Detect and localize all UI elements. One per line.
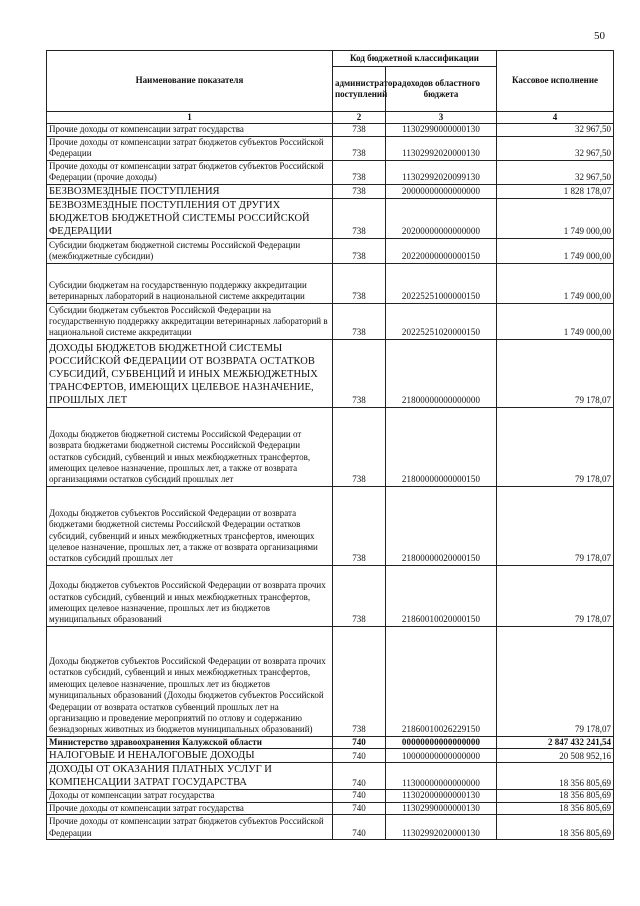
row-name: НАЛОГОВЫЕ И НЕНАЛОГОВЫЕ ДОХОДЫ xyxy=(47,749,333,763)
header-number-2: 2 xyxy=(333,112,386,124)
row-income-code: 21860010026229150 xyxy=(386,626,497,736)
row-name: Субсидии бюджетам на государственную поддержку аккредитации ветеринарных лабораторий в национальной системе аккредитации xyxy=(47,263,333,303)
row-admin-code: 738 xyxy=(333,263,386,303)
row-income-code: 11302000000000130 xyxy=(386,790,497,802)
row-name: Прочие доходы от компенсации затрат бюджетов субъектов Российской Федерации (прочие доходы) xyxy=(47,160,333,184)
row-income-code: 11302992020000130 xyxy=(386,815,497,840)
page-number: 50 xyxy=(594,30,605,42)
table-row xyxy=(47,790,614,802)
row-admin-code: 738 xyxy=(333,160,386,184)
table-row xyxy=(47,565,614,626)
table-row xyxy=(47,626,614,736)
revenue-table xyxy=(46,50,614,840)
row-amount: 32 967,50 xyxy=(497,160,614,184)
row-name: ДОХОДЫ БЮДЖЕТОВ БЮДЖЕТНОЙ СИСТЕМЫ РОССИЙСКОЙ ФЕДЕРАЦИИ ОТ ВОЗВРАТА ОСТАТКОВ СУБСИДИЙ, СУБВЕНЦИЙ И ИНЫХ МЕЖБЮДЖЕТНЫХ ТРАНСФЕРТОВ, ИМЕЮЩИХ ЦЕЛЕВОЕ НАЗНАЧЕНИЕ, ПРОШЛЫХ ЛЕТ xyxy=(47,339,333,407)
row-income-code: 11302992020099130 xyxy=(386,160,497,184)
row-admin-code: 738 xyxy=(333,565,386,626)
row-admin-code: 738 xyxy=(333,486,386,565)
row-name: ДОХОДЫ ОТ ОКАЗАНИЯ ПЛАТНЫХ УСЛУГ И КОМПЕНСАЦИИ ЗАТРАТ ГОСУДАРСТВА xyxy=(47,763,333,790)
row-income-code: 20225251020000150 xyxy=(386,303,497,339)
row-name: Доходы бюджетов субъектов Российской Федерации от возврата бюджетами бюджетной системы Российской Федерации остатков субсидий, субвенций и иных межбюджетных трансфертов, имеющих целевое назначение, прошлых лет, а также от возврата организациями остатков субсидий прошлых лет xyxy=(47,486,333,565)
row-name: Прочие доходы от компенсации затрат государства xyxy=(47,802,333,814)
row-name: Доходы бюджетов субъектов Российской Федерации от возврата прочих остатков субсидий, субвенций и иных межбюджетных трансфертов, имеющих целевое назначение, прошлых лет из бюджетов муниципальных образований xyxy=(47,565,333,626)
row-admin-code: 738 xyxy=(333,124,386,136)
row-name: Доходы бюджетов субъектов Российской Федерации от возврата прочих остатков субсидий, субвенций и иных межбюджетных трансфертов, имеющих целевое назначение, прошлых лет из бюджетов муниципальных образований (Доходы бюджетов субъектов Российской Федерации от возврата остатков субвенций прошлых лет на организацию и проведение мероприятий по отлову и содержанию безнадзорных животных из бюджетов муниципальных образований) xyxy=(47,626,333,736)
row-admin-code: 738 xyxy=(333,303,386,339)
row-amount: 1 749 000,00 xyxy=(497,263,614,303)
header-classification-group: Код бюджетной классификации xyxy=(333,51,497,67)
row-amount: 1 749 000,00 xyxy=(497,198,614,238)
row-name: Прочие доходы от компенсации затрат бюджетов субъектов Российской Федерации xyxy=(47,815,333,840)
row-income-code: 11302990000000130 xyxy=(386,124,497,136)
row-name: БЕЗВОЗМЕЗДНЫЕ ПОСТУПЛЕНИЯ xyxy=(47,184,333,198)
row-admin-code: 740 xyxy=(333,763,386,790)
table-row xyxy=(47,238,614,263)
row-admin-code: 738 xyxy=(333,184,386,198)
row-amount: 18 356 805,69 xyxy=(497,790,614,802)
header-number-4: 4 xyxy=(497,112,614,124)
row-name: Прочие доходы от компенсации затрат бюджетов субъектов Российской Федерации xyxy=(47,136,333,160)
table-row xyxy=(47,763,614,790)
header-name: Наименование показателя xyxy=(47,51,333,112)
table-row xyxy=(47,486,614,565)
row-amount: 32 967,50 xyxy=(497,136,614,160)
row-income-code: 20220000000000150 xyxy=(386,238,497,263)
row-income-code: 21800000020000150 xyxy=(386,486,497,565)
row-admin-code: 738 xyxy=(333,407,386,486)
row-admin-code: 738 xyxy=(333,626,386,736)
row-admin-code: 738 xyxy=(333,238,386,263)
row-admin-code: 738 xyxy=(333,339,386,407)
table-row xyxy=(47,339,614,407)
header-code: доходов областного бюджета xyxy=(386,67,497,112)
row-income-code: 00000000000000000 xyxy=(386,736,497,748)
table-row xyxy=(47,136,614,160)
row-amount: 18 356 805,69 xyxy=(497,815,614,840)
row-income-code: 10000000000000000 xyxy=(386,749,497,763)
row-amount: 1 828 178,07 xyxy=(497,184,614,198)
row-income-code: 20225251000000150 xyxy=(386,263,497,303)
row-name: Доходы бюджетов бюджетной системы Российской Федерации от возврата бюджетами бюджетной системы Российской Федерации остатков субсидий, субвенций и иных межбюджетных трансфертов, имеющих целевое назначение, прошлых лет, а также от возврата организациями остатков субсидий прошлых лет xyxy=(47,407,333,486)
table-row xyxy=(47,184,614,198)
row-admin-code: 738 xyxy=(333,198,386,238)
row-admin-code: 740 xyxy=(333,736,386,748)
row-amount: 79 178,07 xyxy=(497,339,614,407)
table-row xyxy=(47,749,614,763)
row-admin-code: 740 xyxy=(333,802,386,814)
table-row xyxy=(47,198,614,238)
header-amount: Кассовое исполнение xyxy=(497,51,614,112)
row-income-code: 21800000000000000 xyxy=(386,339,497,407)
row-income-code: 21800000000000150 xyxy=(386,407,497,486)
row-income-code: 11302990000000130 xyxy=(386,802,497,814)
row-amount: 2 847 432 241,54 xyxy=(497,736,614,748)
row-amount: 79 178,07 xyxy=(497,626,614,736)
header-number-3: 3 xyxy=(386,112,497,124)
row-income-code: 20200000000000000 xyxy=(386,198,497,238)
row-amount: 1 749 000,00 xyxy=(497,303,614,339)
row-admin-code: 740 xyxy=(333,815,386,840)
header-number-1: 1 xyxy=(47,112,333,124)
table-row xyxy=(47,736,614,748)
table-row xyxy=(47,407,614,486)
table-row xyxy=(47,303,614,339)
table-row xyxy=(47,263,614,303)
row-name: БЕЗВОЗМЕЗДНЫЕ ПОСТУПЛЕНИЯ ОТ ДРУГИХ БЮДЖЕТОВ БЮДЖЕТНОЙ СИСТЕМЫ РОССИЙСКОЙ ФЕДЕРАЦИИ xyxy=(47,198,333,238)
row-income-code: 11300000000000000 xyxy=(386,763,497,790)
table-row xyxy=(47,802,614,814)
row-name: Доходы от компенсации затрат государства xyxy=(47,790,333,802)
row-amount: 18 356 805,69 xyxy=(497,763,614,790)
table-row xyxy=(47,124,614,136)
row-name: Субсидии бюджетам бюджетной системы Российской Федерации (межбюджетные субсидии) xyxy=(47,238,333,263)
row-amount: 79 178,07 xyxy=(497,565,614,626)
row-amount: 79 178,07 xyxy=(497,407,614,486)
row-name: Прочие доходы от компенсации затрат государства xyxy=(47,124,333,136)
header-admin: администратора поступлений xyxy=(333,67,386,112)
row-income-code: 20000000000000000 xyxy=(386,184,497,198)
row-admin-code: 740 xyxy=(333,749,386,763)
row-admin-code: 738 xyxy=(333,136,386,160)
row-name: Министерство здравоохранения Калужской области xyxy=(47,736,333,748)
row-amount: 1 749 000,00 xyxy=(497,238,614,263)
row-amount: 32 967,50 xyxy=(497,124,614,136)
row-amount: 79 178,07 xyxy=(497,486,614,565)
row-name: Субсидии бюджетам субъектов Российской Федерации на государственную поддержку аккредитации ветеринарных лабораторий в национальной системе аккредитации xyxy=(47,303,333,339)
table-row xyxy=(47,815,614,840)
row-amount: 18 356 805,69 xyxy=(497,802,614,814)
row-admin-code: 740 xyxy=(333,790,386,802)
row-income-code: 21860010020000150 xyxy=(386,565,497,626)
row-income-code: 11302992020000130 xyxy=(386,136,497,160)
table-row xyxy=(47,160,614,184)
row-amount: 20 508 952,16 xyxy=(497,749,614,763)
